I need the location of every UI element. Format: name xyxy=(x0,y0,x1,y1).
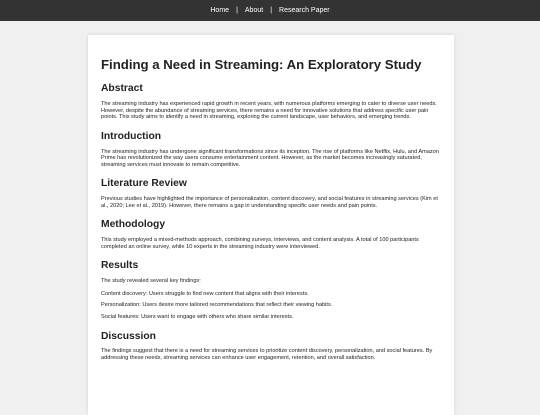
section-heading-literature-review: Literature Review xyxy=(101,178,187,190)
section-text-introduction: The streaming industry has undergone significant transformations since its inception. The rise of platforms like Netflix, Hulu, and Amazon Prime has revolutionized the way users consume entertainment content. However, as the market becomes increasingly saturated, streaming services must innovate to remain competitive. xyxy=(101,148,439,168)
results-intro: The study revealed several key findings: xyxy=(101,278,201,285)
section-introduction xyxy=(101,131,441,169)
section-text-abstract: The streaming industry has experienced rapid growth in recent years, with numerous platforms emerging to cater to diverse user needs. However, despite the abundance of streaming services, there remains a need for innovative solutions that address specific user pain points. This study aims to identify a need in streaming, exploring the current landscape, user behaviors, and emerging trends. xyxy=(101,101,437,121)
nav-link-about[interactable]: About xyxy=(244,7,264,14)
section-abstract xyxy=(101,83,441,121)
section-discussion xyxy=(101,331,441,362)
section-heading-abstract: Abstract xyxy=(101,83,143,95)
nav-separator: | xyxy=(236,7,238,14)
section-heading-introduction: Introduction xyxy=(101,130,162,142)
finding-item: Personalization: Users desire more tailored recommendations that reflect their viewing habits. xyxy=(101,302,333,309)
section-heading-results: Results xyxy=(101,260,139,272)
nav-separator: | xyxy=(270,7,273,14)
nav-link-home[interactable]: Home xyxy=(210,7,230,14)
paper-container xyxy=(88,35,454,415)
finding-item: Social features: Users want to engage with others who share similar interests. xyxy=(101,314,294,321)
nav-link-research-paper[interactable]: Research Paper xyxy=(279,7,330,14)
section-text-literature-review: Previous studies have highlighted the importance of personalization, content discovery, and social features in streaming services (Kim et al., 2020; Lee et al., 2019). However, there remains a gap in understanding specific user needs and pain points. xyxy=(101,196,438,209)
section-methodology xyxy=(101,219,441,250)
section-heading-discussion: Discussion xyxy=(101,330,156,342)
section-heading-methodology: Methodology xyxy=(101,219,166,231)
section-text-methodology: This study employed a mixed-methods approach, combining surveys, interviews, and content analysis. A total of 100 participants completed an online survey, while 10 experts in the streaming industry were interviewed. xyxy=(101,237,419,250)
top-navigation-bar xyxy=(0,0,540,21)
section-results xyxy=(101,260,441,320)
section-literature-review xyxy=(101,178,441,209)
finding-item: Content discovery: Users struggle to find new content that aligns with their interests. xyxy=(101,290,309,297)
paper-title: Finding a Need in Streaming: An Exploratory Study xyxy=(101,57,422,72)
section-text-discussion: The findings suggest that there is a need for streaming services to prioritize content discovery, personalization, and social features. By addressing these needs, streaming services can enhance user engagement, retention, and overall satisfaction. xyxy=(101,348,433,362)
